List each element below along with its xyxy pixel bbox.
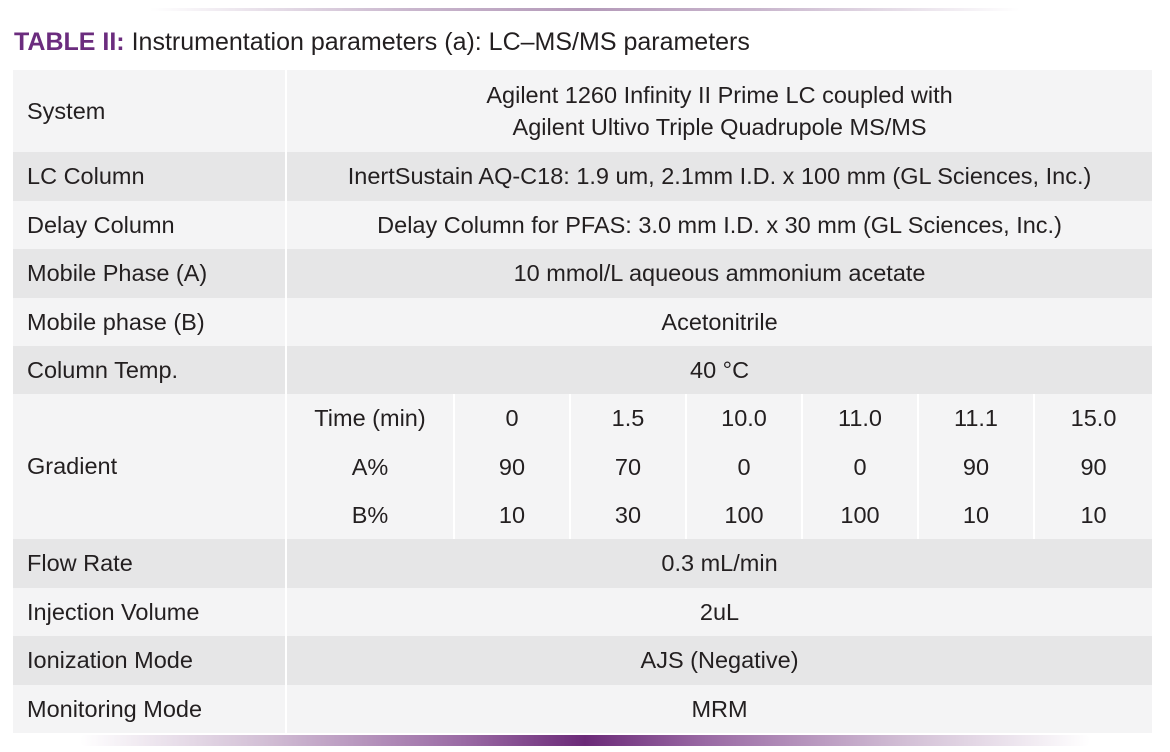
row-label-delay-column: Delay Column [13, 201, 286, 249]
gradient-cell: B% [286, 491, 454, 539]
row-value-lc-column: InertSustain AQ-C18: 1.9 um, 2.1mm I.D. x 100 mm (GL Sciences, Inc.) [286, 152, 1152, 201]
gradient-cell: 10 [1034, 491, 1152, 539]
row-value-delay-column: Delay Column for PFAS: 3.0 mm I.D. x 30 mm (GL Sciences, Inc.) [286, 201, 1152, 249]
gradient-cell: 10 [454, 491, 570, 539]
row-value-flow-rate: 0.3 mL/min [286, 539, 1152, 588]
gradient-cell: 90 [454, 443, 570, 491]
gradient-cell: 10 [918, 491, 1034, 539]
gradient-cell: 100 [686, 491, 802, 539]
gradient-cell: 0 [802, 443, 918, 491]
row-value-mobile-phase-b: Acetonitrile [286, 298, 1152, 346]
row-value-ionization-mode: AJS (Negative) [286, 636, 1152, 685]
row-label-gradient: Gradient [13, 394, 286, 539]
row-label-monitoring-mode: Monitoring Mode [13, 685, 286, 733]
gradient-cell: A% [286, 443, 454, 491]
row-label-mobile-phase-a: Mobile Phase (A) [13, 249, 286, 298]
table-row-lc-column [13, 152, 1152, 201]
row-value-column-temp: 40 °C [286, 346, 1152, 394]
gradient-cell: 0 [686, 443, 802, 491]
row-label-injection-volume: Injection Volume [13, 588, 286, 636]
gradient-cell: 100 [802, 491, 918, 539]
table-row-column-temp [13, 346, 1152, 394]
row-label-mobile-phase-b: Mobile phase (B) [13, 298, 286, 346]
gradient-cell: 30 [570, 491, 686, 539]
row-label-flow-rate: Flow Rate [13, 539, 286, 588]
table-caption [14, 24, 750, 60]
gradient-cell: 90 [1034, 443, 1152, 491]
table-row-flow-rate [13, 539, 1152, 588]
row-label-system: System [13, 70, 286, 152]
table-row-monitoring-mode [13, 685, 1152, 733]
row-value-mobile-phase-a: 10 mmol/L aqueous ammonium acetate [286, 249, 1152, 298]
row-label-ionization-mode: Ionization Mode [13, 636, 286, 685]
gradient-cell: 1.5 [570, 394, 686, 443]
gradient-cell: 0 [454, 394, 570, 443]
gradient-cell: 15.0 [1034, 394, 1152, 443]
system-line-1: Agilent 1260 Infinity II Prime LC coupled with [486, 82, 953, 108]
gradient-cell: 11.1 [918, 394, 1034, 443]
row-value-injection-volume: 2uL [286, 588, 1152, 636]
system-line-2: Agilent Ultivo Triple Quadrupole MS/MS [512, 114, 927, 140]
gradient-cell: 90 [918, 443, 1034, 491]
table-caption-text: Instrumentation parameters (a): LC–MS/MS parameters [131, 28, 750, 56]
row-label-lc-column: LC Column [13, 152, 286, 201]
table-row-mobile-phase-b [13, 298, 1152, 346]
table-row-mobile-phase-a [13, 249, 1152, 298]
table-caption-label: TABLE II: [14, 28, 125, 56]
gradient-cell: 10.0 [686, 394, 802, 443]
gradient-cell: Time (min) [286, 394, 454, 443]
top-decorative-rule [150, 8, 1020, 11]
gradient-cell: 70 [570, 443, 686, 491]
row-value-system [286, 70, 1152, 152]
table-row-system [13, 70, 1152, 152]
gradient-row-time [13, 394, 1152, 443]
gradient-cell: 11.0 [802, 394, 918, 443]
table-row-delay-column [13, 201, 1152, 249]
row-value-monitoring-mode: MRM [286, 685, 1152, 733]
bottom-decorative-rule [80, 735, 1090, 746]
table-row-injection-volume [13, 588, 1152, 636]
row-label-column-temp: Column Temp. [13, 346, 286, 394]
table-row-ionization-mode [13, 636, 1152, 685]
parameters-table [13, 70, 1152, 733]
